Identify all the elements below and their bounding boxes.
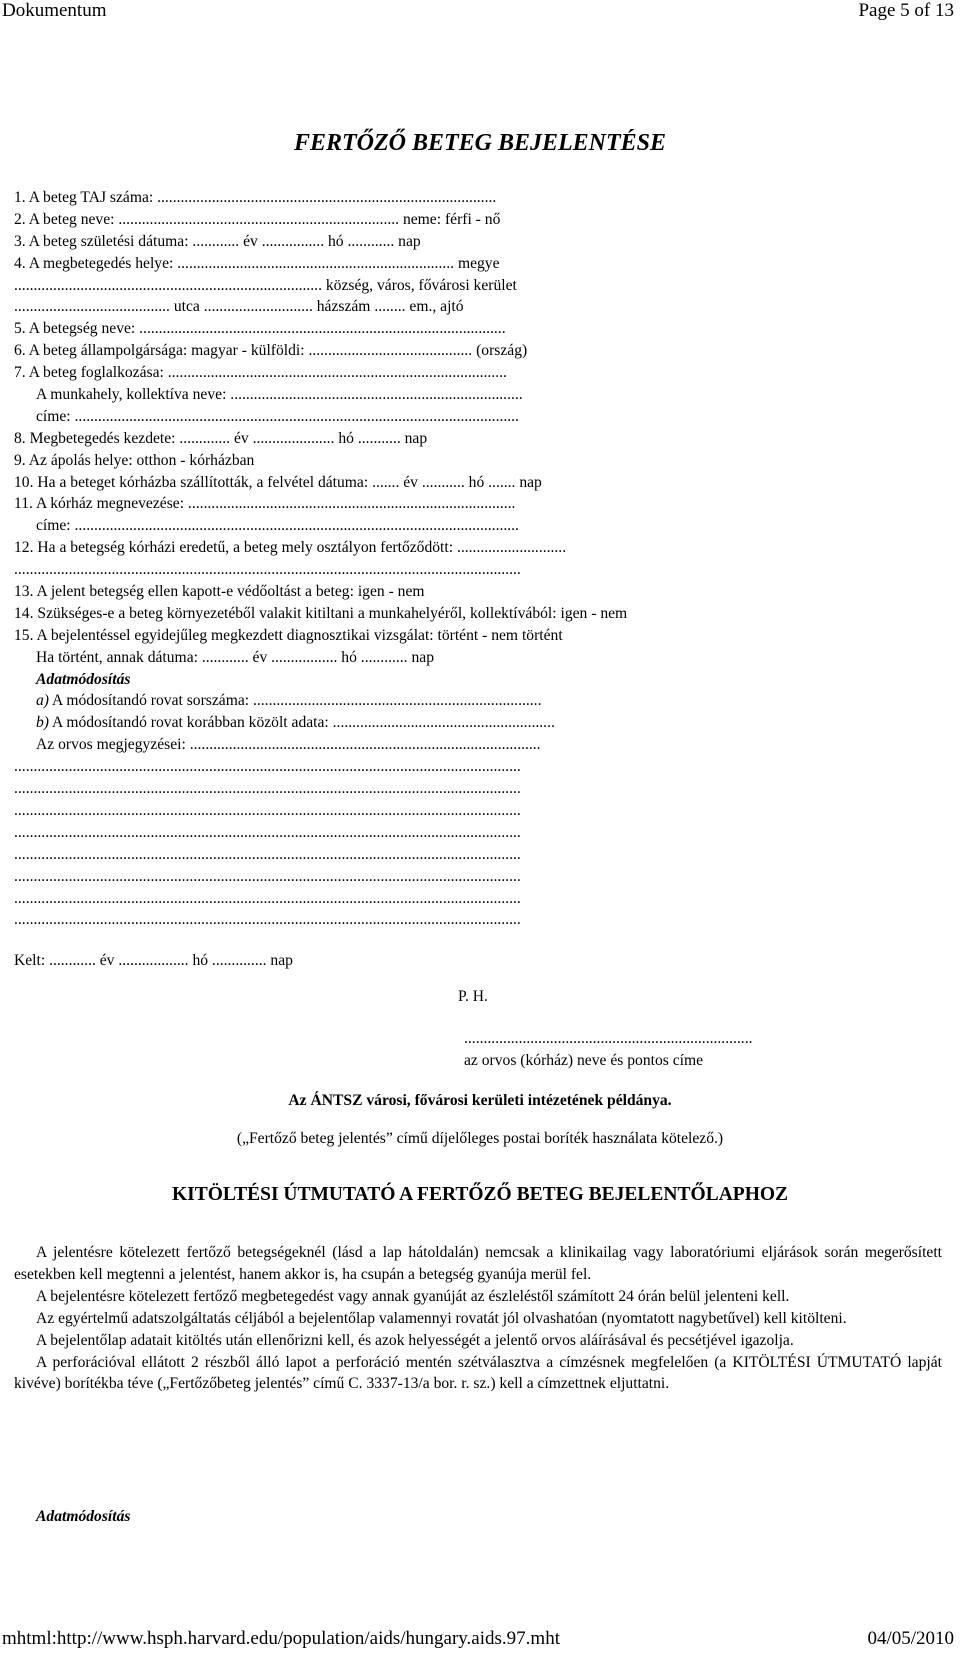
form-line: ............................................................................... község, város, fővárosi kerület <box>14 276 517 294</box>
footer-date: 04/05/2010 <box>867 1628 954 1649</box>
form-line: 9. Az ápolás helye: otthon - kórházban <box>14 451 255 469</box>
header-page-number: Page 5 of 13 <box>858 0 954 21</box>
form-line: .................................................................................................................................. <box>14 911 521 929</box>
form-line: 1. A beteg TAJ száma: ....................................................................................... <box>14 189 497 206</box>
form-line: Az orvos megjegyzései: .......................................................................................... <box>36 736 541 754</box>
page-footer <box>0 1628 960 1652</box>
date-line: Kelt: ............ év .................. hó .............. nap <box>14 952 293 969</box>
guide-paragraph: A bejelentésre kötelezett fertőző megbetegedést vagy annak gyanúját az észleléstől számított 24 órán belül jelenteni kell. <box>36 1287 790 1305</box>
guide-paragraph: A perforációval ellátott 2 részből álló lapot a perforáció mentén szétválasztva a címzésnek megfelelően (a KITÖLTÉSI ÚTMUTATÓ lapját kivéve) borítékba téve („Fertőzőbeteg jelentés” című C. 3337-13/a bor. r. sz.) kell a címzettnek eljuttatni. <box>14 1353 942 1393</box>
form-line: b) A módosítandó rovat korábban közölt adata: ......................................................... <box>36 714 555 732</box>
form-line: 11. A kórház megnevezése: .................................................................................... <box>14 495 516 513</box>
form-line: 5. A betegség neve: .............................................................................................. <box>14 320 506 338</box>
guide-paragraph: A bejelentőlap adatait kitöltés után ellenőrizni kell, és azok helyességét a jelentő orvos aláírásával és pecsétjével igazolja. <box>36 1331 794 1349</box>
form-line: 7. A beteg foglalkozása: ....................................................................................... <box>14 364 507 382</box>
form-line: a) A módosítandó rovat sorszáma: .......................................................................... <box>36 692 542 710</box>
form-line: .................................................................................................................................. <box>14 845 521 863</box>
form-line: A munkahely, kollektíva neve: ........................................................................... <box>36 386 523 404</box>
form-line: .................................................................................................................................. <box>14 780 521 798</box>
form-line: 8. Megbetegedés kezdete: ............. év ..................... hó ........... nap <box>14 429 428 447</box>
report-form <box>14 187 714 931</box>
copy-note: Az ÁNTSZ városi, fővárosi kerületi intézetének példánya. <box>288 1092 672 1109</box>
guide-paragraph: A jelentésre kötelezett fertőző betegségeknél (lásd a lap hátoldalán) nemcsak a klinikailag vagy laboratóriumi eljárások során megerősített esetekben kell megtenni a jelentést, hanem akkor is, ha csupán a betegség gyanúja merül fel. <box>14 1244 942 1283</box>
form-line: .................................................................................................................................. <box>14 758 521 776</box>
form-line: .................................................................................................................................. <box>14 867 521 885</box>
footer-url: mhtml:http://www.hsph.harvard.edu/population/aids/hungary.aids.97.mht <box>2 1628 560 1649</box>
form-line: .................................................................................................................................. <box>14 801 521 819</box>
signature-line: .......................................................................... <box>464 1030 753 1047</box>
header-doc-label: Dokumentum <box>2 0 107 21</box>
form-line: Ha történt, annak dátuma: ............ év ................. hó ............ nap <box>36 648 434 666</box>
form-line: 14. Szükséges-e a beteg környezetéből valakit kitiltani a munkahelyéről, kollektívából: igen - nem <box>14 604 628 622</box>
form-line: 12. Ha a betegség kórházi eredetű, a beteg mely osztályon fertőződött: ............................ <box>14 539 567 557</box>
form-line: címe: .................................................................................................................. <box>36 407 519 425</box>
form-line: 15. A bejelentéssel egyidejűleg megkezdett diagnosztikai vizsgálat: történt - nem történt <box>14 626 563 644</box>
page-header <box>0 0 960 24</box>
stamp-label: P. H. <box>458 988 488 1005</box>
form-title: FERTŐZŐ BETEG BEJELENTÉSE <box>293 130 667 156</box>
form-line: 2. A beteg neve: ........................................................................ neme: férfi - nő <box>14 210 501 228</box>
guide-paragraph: Az egyértelmű adatszolgáltatás céljából a bejelentőlap valamennyi rovatát jól olvashatóan (nyomtatott nagybetűvel) kell kitölteni. <box>36 1309 847 1327</box>
envelope-note: („Fertőző beteg jelentés” című díjelőleges postai boríték használata kötelező.) <box>236 1130 724 1147</box>
form-line: 4. A megbetegedés helye: ....................................................................... megye <box>14 254 500 272</box>
form-line: 10. Ha a beteget kórházba szállították, a felvétel dátuma: ....... év ........... hó ....... nap <box>14 473 542 491</box>
form-line: .................................................................................................................................. <box>14 561 521 579</box>
guide-footer-heading: Adatmódosítás <box>36 1508 131 1525</box>
form-section-heading: Adatmódosítás <box>36 670 131 688</box>
form-line: 3. A beteg születési dátuma: ............ év ................ hó ............ nap <box>14 232 421 250</box>
form-line: 6. A beteg állampolgársága: magyar - külföldi: .......................................... (ország) <box>14 342 528 360</box>
form-line: 13. A jelent betegség ellen kapott-e védőoltást a beteg: igen - nem <box>14 583 425 601</box>
form-line: .................................................................................................................................. <box>14 889 521 907</box>
form-line: ........................................ utca ............................ házszám ........ em., ajtó <box>14 298 464 316</box>
guide-text <box>14 1242 942 1395</box>
guide-title: KITÖLTÉSI ÚTMUTATÓ A FERTŐZŐ BETEG BEJELENTŐLAPHOZ <box>171 1184 789 1205</box>
form-line: címe: .................................................................................................................. <box>36 517 519 535</box>
signature-caption: az orvos (kórház) neve és pontos címe <box>464 1052 704 1069</box>
form-line: .................................................................................................................................. <box>14 823 521 841</box>
